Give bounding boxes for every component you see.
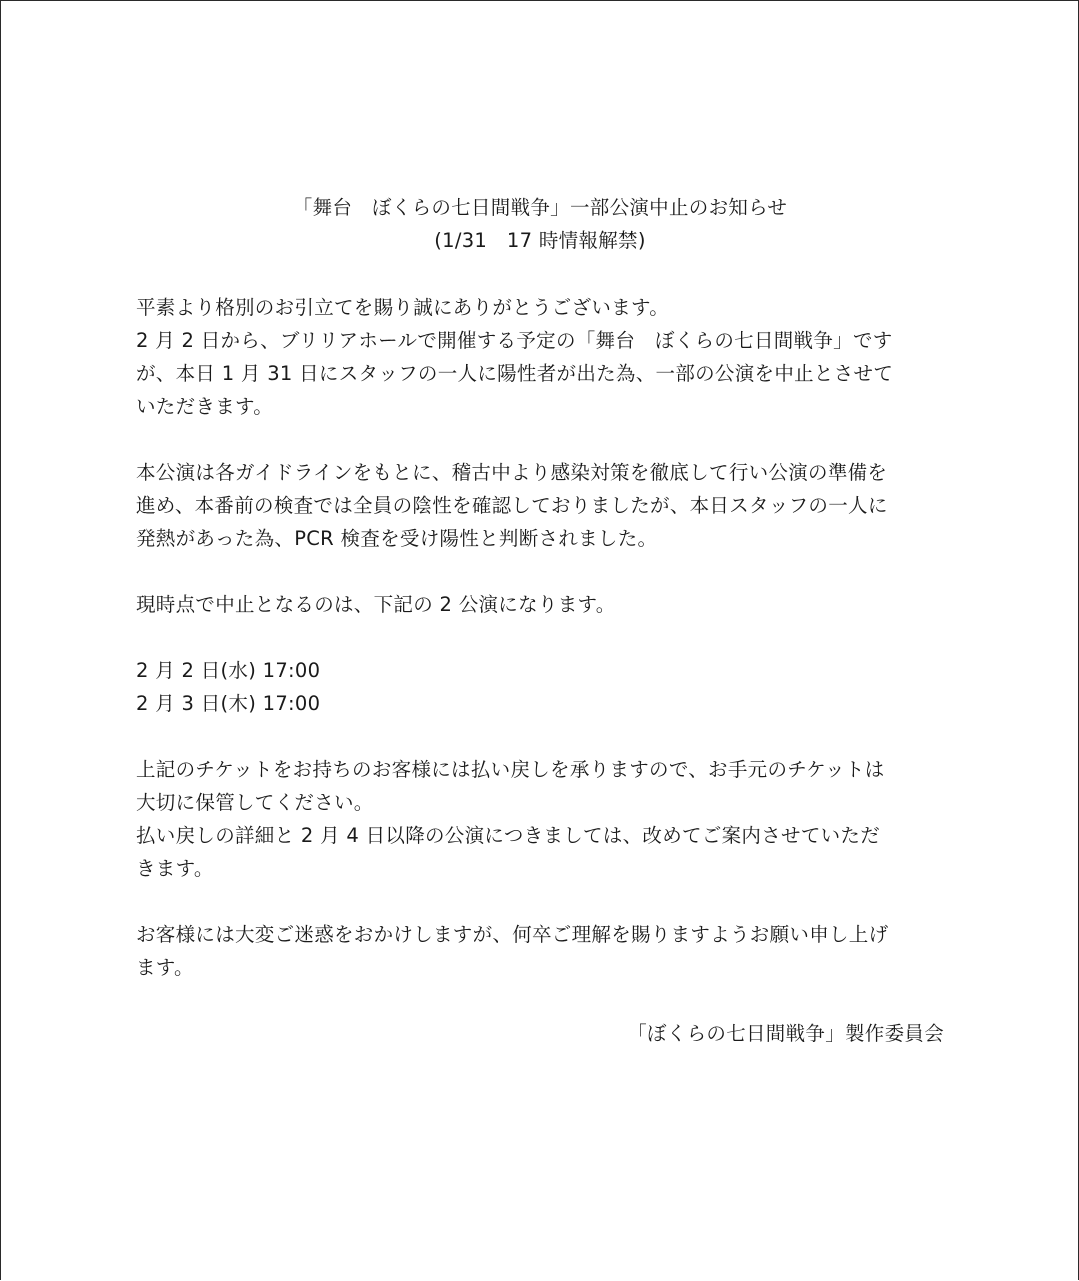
text-line: 平素より格別のお引立てを賜り誠にありがとうございます。 [136,296,670,319]
text-line: 発熱があった為、PCR 検査を受け陽性と判断されました。 [136,527,658,550]
text-line: 大切に保管してください。 [136,791,374,814]
title-main: 「舞台 ぼくらの七日間戦争」一部公演中止のお知らせ [292,196,788,219]
text-line: 本公演は各ガイドラインをもとに、稽古中より感染対策を徹底して行い公演の準備を [136,461,888,484]
signature-committee: 「ぼくらの七日間戦争」製作委員会 [627,1022,944,1045]
text-line: 払い戻しの詳細と 2 月 4 日以降の公演につきましては、改めてご案内させていただ [136,824,881,847]
text-line: 進め、本番前の検査では全員の陰性を確認しておりましたが、本日スタッフの一人に [136,494,888,517]
performance-date-item: 2 月 3 日(木) 17:00 [136,692,321,715]
text-line: いただきます。 [136,395,274,418]
notice-document [136,191,944,1050]
text-line: 上記のチケットをお持ちのお客様には払い戻しを承りますので、お手元のチケットは [136,758,885,781]
paragraph-greeting [136,291,944,423]
paragraph-refund [136,753,944,885]
text-line: 2 月 2 日から、ブリリアホールで開催する予定の「舞台 ぼくらの七日間戦争」です [136,329,893,352]
paragraph-apology [136,918,944,984]
paragraph-cancelled-count [136,588,944,621]
paragraph-explanation [136,456,944,555]
text-line: ます。 [136,956,194,979]
title-subtitle-release-time: (1/31 17 時情報解禁) [434,229,646,252]
text-line: きます。 [136,857,214,880]
text-line: お客様には大変ご迷惑をおかけしますが、何卒ご理解を賜りますようお願い申し上げ [136,923,889,946]
performance-date-item: 2 月 2 日(水) 17:00 [136,659,321,682]
text-line: が、本日 1 月 31 日にスタッフの一人に陽性者が出た為、一部の公演を中止とさせて [136,362,894,385]
cancelled-performances-list [136,654,944,720]
notice-title [136,191,944,257]
text-line: 現時点で中止となるのは、下記の 2 公演になります。 [136,593,616,616]
